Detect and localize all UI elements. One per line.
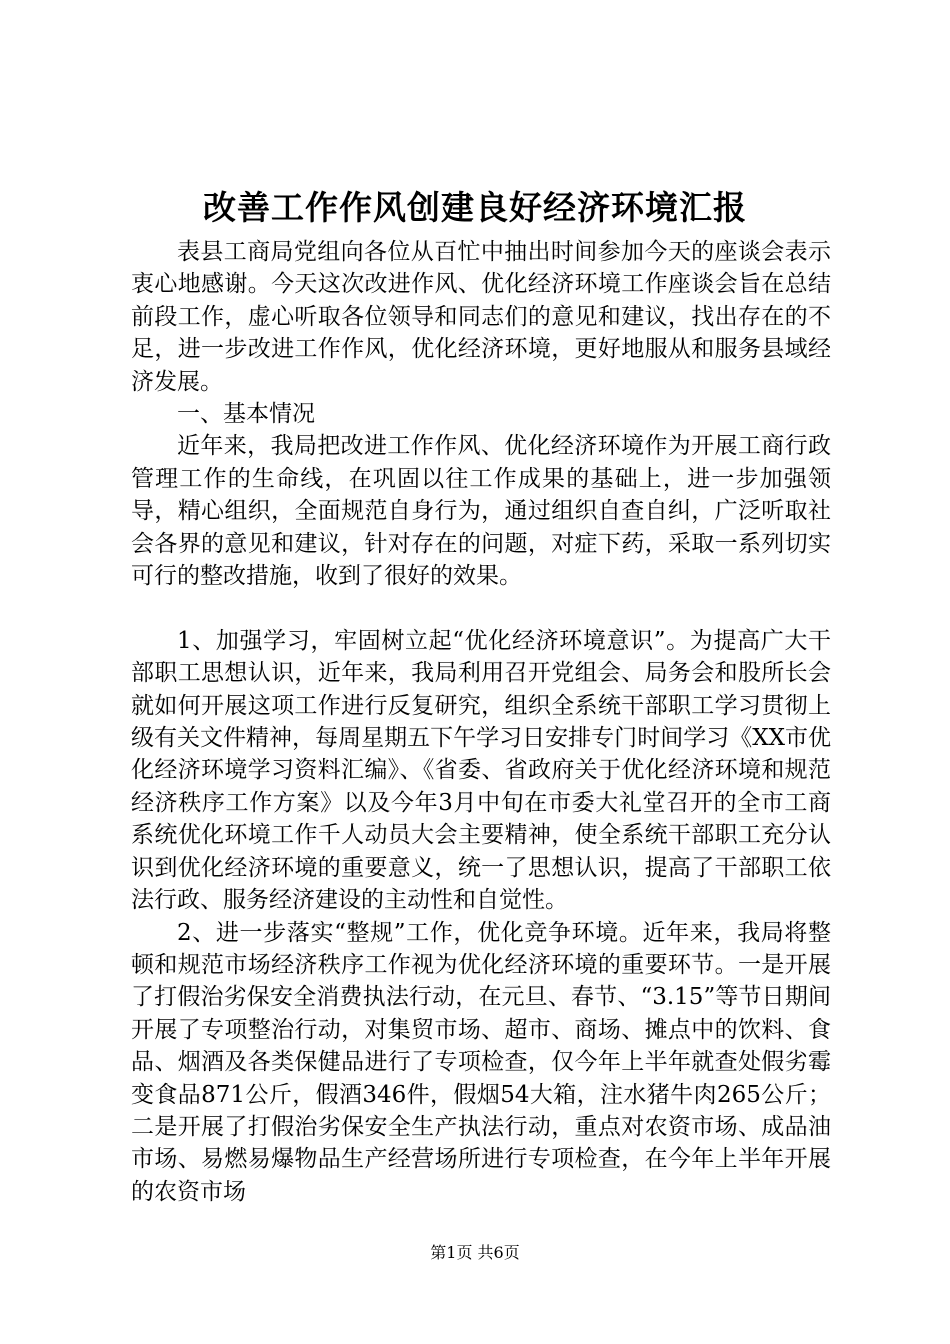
section-heading-basic-situation: 一、基本情况: [177, 401, 315, 428]
page-number-footer: 第1页 共6页: [430, 1243, 520, 1262]
paragraph-item-2: 2、进一步落实“整规”工作，优化竞争环境。近年来，我局将整顿和规范市场经济秩序工作视为优化经济环境的重要环节。一是开展了打假治劣保安全消费执法行动，在元旦、春节、“3.15”等节日期间开展了专项整治行动，对集贸市场、超市、商场、摊点中的饮料、食品、烟酒及各类保健品进行了专项检查，仅今年上半年就查处假劣霉变食品871公斤，假酒346件，假烟54大箱，注水猪牛肉265公斤；二是开展了打假治劣保安全生产执法行动，重点对农资市场、成品油市场、易燃易爆物品生产经营场所进行专项检查，在今年上半年开展的农资市场: [131, 919, 831, 1205]
paragraph-item-1: 1、加强学习，牢固树立起“优化经济环境意识”。为提高广大干部职工思想认识，近年来，我局利用召开党组会、局务会和股所长会就如何开展这项工作进行反复研究，组织全系统干部职工学习贯彻上级有关文件精神，每周星期五下午学习日安排专门时间学习《XX市优化经济环境学习资料汇编》、《省委、省政府关于优化经济环境和规范经济秩序工作方案》以及今年3月中旬在市委大礼堂召开的全市工商系统优化环境工作千人动员大会主要精神，使全系统干部职工充分认识到优化经济环境的重要意义，统一了思想认识，提高了干部职工依法行政、服务经济建设的主动性和自觉性。: [131, 627, 831, 914]
paragraph-overview: 近年来，我局把改进工作作风、优化经济环境作为开展工商行政管理工作的生命线，在巩固以往工作成果的基础上，进一步加强领导，精心组织，全面规范自身行为，通过组织自查自纠，广泛听取社会各界的意见和建议，针对存在的问题，对症下药，采取一系列切实可行的整改措施，收到了很好的效果。: [131, 433, 831, 590]
document-title: 改善工作作风创建良好经济环境汇报: [203, 188, 747, 227]
document-body: [131, 236, 831, 1208]
paragraph-intro: 表县工商局党组向各位从百忙中抽出时间参加今天的座谈会表示衷心地感谢。今天这次改进作风、优化经济环境工作座谈会旨在总结前段工作，虚心听取各位领导和同志们的意见和建议，找出存在的不足，进一步改进工作作风，优化经济环境，更好地服从和服务县域经济发展。: [131, 239, 831, 395]
